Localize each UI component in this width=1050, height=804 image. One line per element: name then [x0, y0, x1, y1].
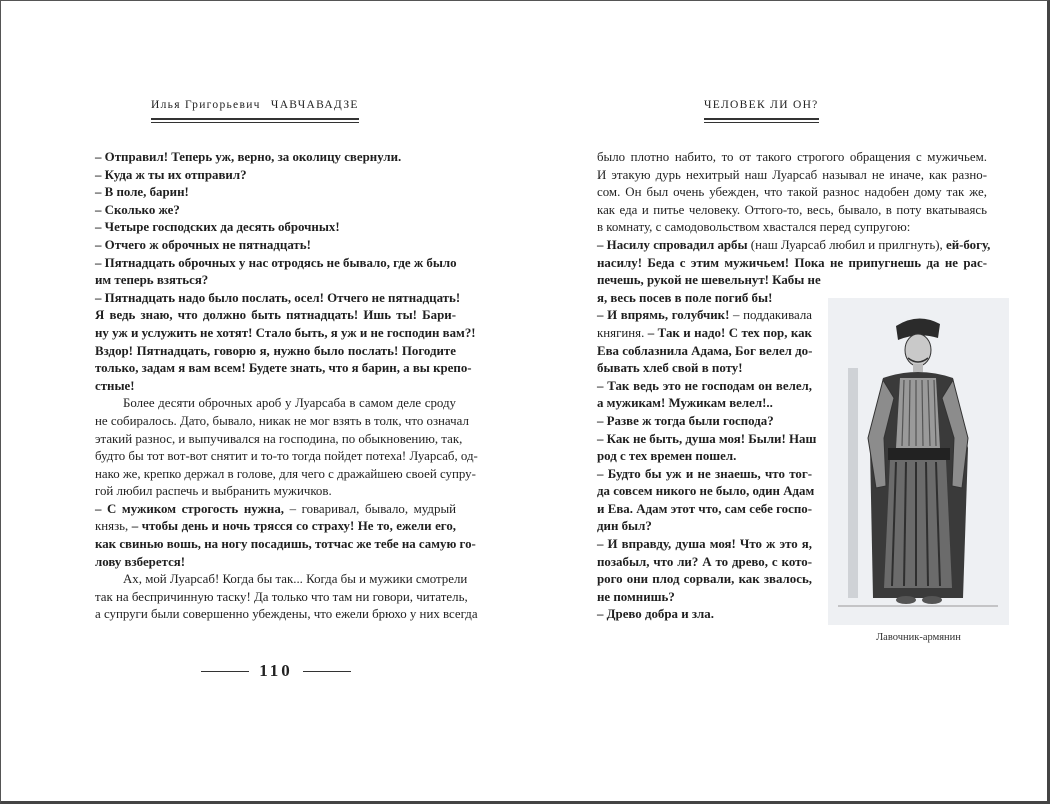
header-rule-thin [151, 122, 359, 123]
text-line [95, 501, 456, 519]
text-line: Ева соблазнила Адама, Бог велел до- [597, 343, 813, 358]
header-rule [704, 118, 819, 120]
text-line: – Будто бы уж и не знаешь, что тог- [597, 466, 812, 481]
text-line: дин был? [597, 519, 652, 534]
text-line: так на беспричинную таску! Да только что там ни говори, читатель, [95, 589, 468, 604]
text-line [597, 237, 991, 255]
text-line: нако же, крепко держал в голове, для чего с дражайшею своей супру- [95, 466, 476, 481]
text-line: печешь, рукой не шевельнут! Кабы не [597, 273, 821, 288]
text-line: Более десяти оброчных ароб у Луарсаба в самом деле сроду [123, 396, 456, 411]
left-page [1, 1, 526, 804]
text-line [95, 518, 456, 536]
text-run: (наш Луарсаб любил и прилгнуть), [747, 237, 946, 252]
text-line: было плотно набито, то от такого строгого обращения с мужичьем. [597, 150, 987, 164]
text-line: – Четыре господских да десять оброчных! [95, 220, 340, 235]
text-run: – С мужиком строгость нужна, [95, 501, 284, 516]
text-line: будто бы тот вот-вот снятит и то-то тогда пойдет потеха! Луарсаб, од- [95, 449, 478, 464]
text-line: как еда и питье человеку. Оттого-то, весь, бывало, в поту вкатываясь [597, 202, 987, 217]
text-line: насилу! Беда с этим мужичьем! Пока не припугнешь да не рас- [597, 255, 987, 270]
text-run: – Насилу спровадил арбы [597, 237, 748, 252]
text-line: – Как не быть, душа моя! Были! Наш [597, 431, 817, 446]
text-run: – Так и надо! С тех пор, как [647, 325, 812, 340]
text-line: – Разве ж тогда были господа? [597, 413, 774, 428]
text-line: род с тех времен пошел. [597, 449, 737, 464]
text-line: – Пятнадцать оброчных у нас отродясь не бывало, где ж было [95, 255, 457, 270]
page-number-dash-right [303, 671, 351, 672]
text-line: и Ева. Адам этот что, сам себе госпо- [597, 501, 812, 516]
illustration-caption: Лавочник-армянин [876, 632, 961, 643]
text-run: – И впрямь, голубчик! [597, 308, 730, 323]
chapter-title: ЧЕЛОВЕК ЛИ ОН? [704, 99, 819, 111]
text-line: бывать хлеб свой в поту! [597, 361, 743, 376]
text-line: Ах, мой Луарсаб! Когда бы так... Когда бы и мужики смотрели [123, 572, 468, 587]
text-run: князь, [95, 519, 132, 534]
author-name: Илья Григорьевич [151, 99, 261, 111]
text-line: им теперь взяться? [95, 273, 209, 288]
left-body-text [95, 149, 478, 624]
text-line: ну уж и услужить не хотят! Стало быть, я уж и не господин вам?! [95, 325, 476, 340]
running-head-title [704, 99, 819, 111]
author-surname: ЧАВЧАВАДЗЕ [270, 99, 359, 111]
text-line: – И вправду, душа моя! Что ж это я, [597, 537, 812, 552]
text-line: гой любил распечь и выбранить мужичков. [95, 484, 332, 499]
text-run: – чтобы день и ночь трясся со страху! Не то, ежели его, [131, 519, 456, 534]
text-line: – Сколько же? [95, 202, 180, 217]
text-line: – В поле, барин! [95, 185, 189, 200]
text-line: – Древо добра и зла. [597, 607, 714, 622]
text-line: да совсем никого не было, один Адам [597, 484, 815, 499]
text-run: – поддакивала [729, 308, 812, 323]
text-line: позабыл, что ли? А то древо, с кото- [597, 554, 812, 569]
text-line: Я ведь знаю, что должно быть пятнадцать! Ишь ты! Бари- [95, 308, 456, 323]
text-line: не помнишь? [597, 589, 675, 604]
running-head-author [151, 99, 359, 111]
text-line: я, весь посев в поле погиб бы! [597, 290, 773, 305]
header-rule [151, 118, 359, 120]
header-rule-thin [704, 122, 819, 123]
text-run: ей-богу, [945, 237, 991, 252]
illustration-armenian-shopkeeper [828, 298, 1009, 625]
text-line: – Так ведь это не господам он велел, [597, 378, 812, 393]
text-line [597, 307, 812, 325]
text-line: рого они плод сорвали, как звалось, [597, 572, 812, 587]
text-line: в комнату, с самодовольством хвастался перед супругою: [597, 220, 911, 235]
text-line: а мужикам! Мужикам велел!.. [597, 396, 773, 411]
text-line: – Пятнадцать надо было послать, осел! Отчего не пятнадцать! [95, 290, 461, 305]
text-line: стные! [95, 378, 135, 393]
text-run: княгиня. [597, 325, 648, 340]
page-number [201, 661, 351, 681]
text-line: только, задам я вам всем! Будете знать, что я барин, а вы крепо- [95, 361, 472, 376]
text-line: Вздор! Пятнадцать, говорю я, нужно было послать! Погодите [95, 343, 456, 358]
text-line: не собиралось. Дато, бывало, никак не мог взять в толк, что означал [95, 413, 469, 428]
engraving-figure [828, 298, 1009, 625]
text-run: – говаривал, бывало, мудрый [283, 501, 456, 516]
text-line: сом. Он был очень убежден, что такой разнос надобен дому так же, [597, 185, 987, 200]
text-line: – Куда ж ты их отправил? [95, 167, 247, 182]
right-page [526, 1, 1050, 804]
text-line [597, 325, 812, 343]
page-number-value: 110 [259, 661, 293, 680]
text-line: лову взберется! [95, 554, 186, 569]
text-line: этакий разнос, и выпучивался на господина, по обыкновению, так, [95, 431, 463, 446]
text-line: – Отправил! Теперь уж, верно, за околицу свернули. [95, 150, 402, 164]
text-line: – Отчего ж оброчных не пятнадцать! [95, 237, 311, 252]
text-line: как свинью вошь, на ногу посадишь, тотчас же тебе на самую го- [95, 537, 476, 552]
text-line: И этакую дурь нехитрый наш Луарсаб называл не иначе, как разно- [597, 167, 987, 182]
text-line: а супруги были совершенно убеждены, что ежели брюхо у них всегда [95, 607, 478, 622]
